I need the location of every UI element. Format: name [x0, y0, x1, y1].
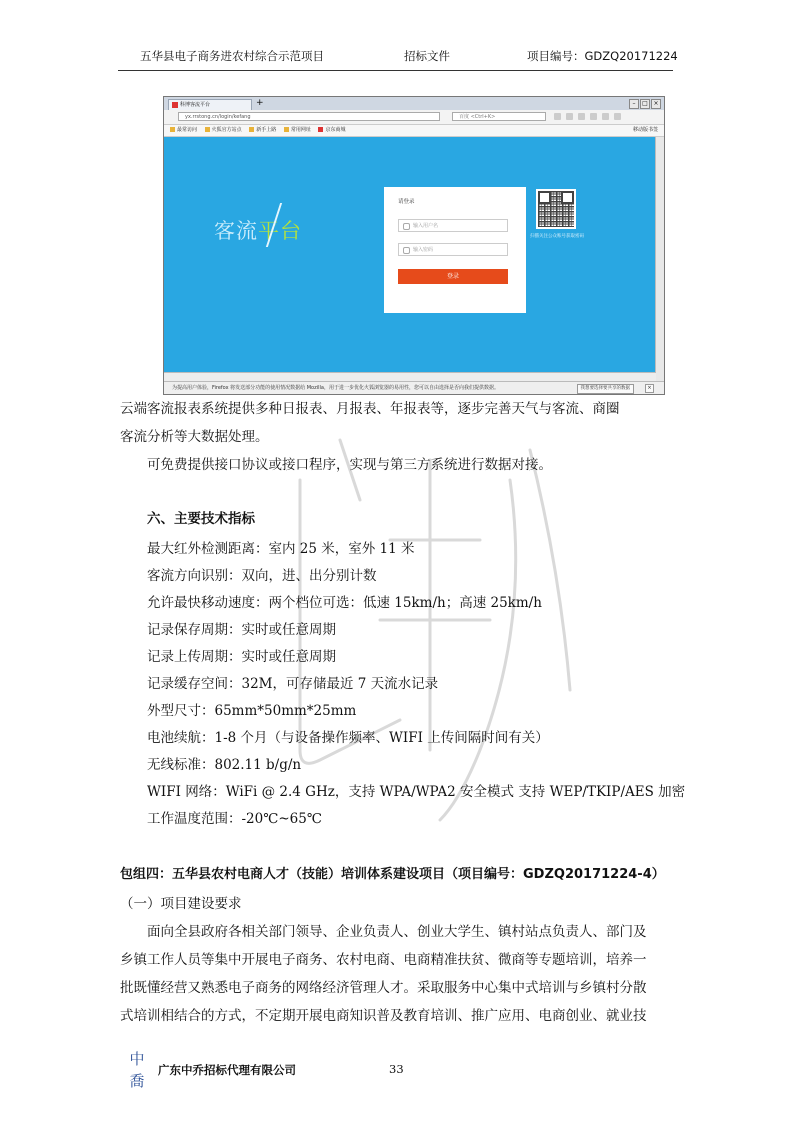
- header-project: 五华县电子商务进农村综合示范项目: [140, 49, 324, 63]
- spec-line: 电池续航：1-8 个月（与设备操作频率、WIFI 上传间隔时间有关）: [147, 730, 549, 746]
- menu-icon[interactable]: [614, 113, 621, 120]
- bookmark-item[interactable]: 新手上路: [249, 125, 276, 136]
- window-controls: [629, 99, 661, 109]
- page-content: [164, 137, 656, 372]
- notification-message: 为提高用户体验，Firefox 将发送部分功能的使用情况数据给 Mozilla，用于进一步优化火狐浏览器的易用性，您可以自由选择是否向我们提供数据。: [172, 385, 499, 391]
- tab-title: 科博客流平台: [180, 102, 211, 108]
- reader-icon[interactable]: [566, 113, 573, 120]
- paragraph-line: 批既懂经营又熟悉电子商务的网络经济管理人才。采取服务中心集中式培训与乡镇村分散: [120, 980, 647, 996]
- bookmark-icon: [170, 127, 175, 132]
- header-project-no: 项目编号：GDZQ20171224: [527, 49, 678, 63]
- qr-caption: 扫描关注公众账号获取密码: [530, 234, 584, 239]
- svg-text:喬: 喬: [129, 1072, 145, 1090]
- package-heading: 包组四：五华县农村电商人才（技能）培训体系建设项目（项目编号：GDZQ20171224-4）: [120, 867, 665, 882]
- notification-close-icon[interactable]: ×: [645, 384, 654, 393]
- url-bar[interactable]: yx.rrstong.cn/login/kefang: [178, 112, 440, 121]
- close-icon[interactable]: ×: [651, 99, 661, 109]
- header-rule: [118, 70, 673, 71]
- spec-line: 外型尺寸：65mm*50mm*25mm: [147, 703, 357, 719]
- paragraph-line: 式培训相结合的方式，不定期开展电商知识普及教育培训、推广应用、电商创业、就业技: [120, 1008, 647, 1024]
- spec-line: 工作温度范围：-20℃~65℃: [147, 811, 322, 827]
- mobile-bookmarks[interactable]: 移动版书签: [632, 127, 658, 133]
- vertical-scrollbar[interactable]: [655, 137, 664, 382]
- login-title: 请登录: [398, 199, 415, 205]
- star-icon[interactable]: [554, 113, 561, 120]
- company-seal-logo: [123, 1046, 151, 1094]
- spec-line: 最大红外检测距离：室内 25 米，室外 11 米: [147, 541, 415, 557]
- paragraph-line: 客流分析等大数据处理。: [120, 429, 269, 445]
- bookmarks-bar: [164, 125, 664, 137]
- login-button[interactable]: 登录: [398, 269, 508, 284]
- platform-logo: 客流平台: [214, 215, 302, 245]
- spec-line: 无线标准：802.11 b/g/n: [147, 757, 302, 773]
- new-tab-plus-icon[interactable]: +: [256, 98, 264, 108]
- bookmark-item[interactable]: 京东商城: [318, 125, 345, 136]
- site-favicon-icon: [172, 102, 178, 108]
- paragraph-line: 面向全县政府各相关部门领导、企业负责人、创业大学生、镇村站点负责人、部门及: [147, 924, 647, 940]
- bookmark-item[interactable]: 常用网址: [284, 125, 311, 136]
- home-icon[interactable]: [590, 113, 597, 120]
- sync-icon[interactable]: [602, 113, 609, 120]
- section-heading: 六、主要技术指标: [147, 511, 255, 527]
- minimize-icon[interactable]: –: [629, 99, 639, 109]
- password-field[interactable]: 输入密码: [398, 243, 508, 256]
- download-icon[interactable]: [578, 113, 585, 120]
- spec-line: 记录缓存空间：32M，可存储最近 7 天流水记录: [147, 676, 439, 692]
- browser-search-box[interactable]: 百度 <Ctrl+K>: [452, 112, 546, 121]
- login-card: [384, 187, 526, 313]
- qr-code-icon: [536, 189, 576, 229]
- spec-line: 客流方向识别：双向，进、出分别计数: [147, 568, 377, 584]
- spec-line: 允许最快移动速度：两个档位可选：低速 15km/h；高速 25km/h: [147, 595, 542, 611]
- spec-line: 记录上传周期：实时或任意周期: [147, 649, 336, 665]
- svg-text:中: 中: [129, 1050, 145, 1068]
- choose-data-button[interactable]: 我想要选择要共享的数据: [577, 384, 635, 394]
- bookmark-icon: [284, 127, 289, 132]
- bookmark-icon: [205, 127, 210, 132]
- sub-heading: （一）项目建设要求: [120, 896, 242, 912]
- page-number: 33: [389, 1062, 404, 1076]
- paragraph-line: 云端客流报表系统提供多种日报表、月报表、年报表等，逐步完善天气与客流、商圈: [120, 401, 620, 417]
- maximize-icon[interactable]: □: [640, 99, 650, 109]
- login-screenshot: [163, 96, 665, 395]
- username-field[interactable]: 输入用户名: [398, 219, 508, 232]
- bookmark-item[interactable]: 最常访问: [170, 125, 197, 136]
- paragraph-line: 可免费提供接口协议或接口程序，实现与第三方系统进行数据对接。: [147, 457, 552, 473]
- browser-tab[interactable]: [168, 99, 252, 110]
- spec-line: WIFI 网络：WiFi @ 2.4 GHz，支持 WPA/WPA2 安全模式 支持 WEP/TKIP/AES 加密: [147, 784, 686, 800]
- header-doc-type: 招标文件: [404, 49, 450, 63]
- bookmark-icon: [318, 127, 323, 132]
- spec-line: 记录保存周期：实时或任意周期: [147, 622, 336, 638]
- paragraph-line: 乡镇工作人员等集中开展电子商务、农村电商、电商精准扶贫、微商等专题培训，培养一: [120, 952, 647, 968]
- browser-navbar: [164, 110, 664, 125]
- bookmark-item[interactable]: 火狐官方站点: [205, 125, 242, 136]
- bookmark-icon: [249, 127, 254, 132]
- notification-bar: [164, 381, 664, 394]
- toolbar-icons: [554, 113, 621, 120]
- browser-tabbar: [164, 97, 664, 110]
- footer-company: 广东中乔招标代理有限公司: [158, 1063, 296, 1077]
